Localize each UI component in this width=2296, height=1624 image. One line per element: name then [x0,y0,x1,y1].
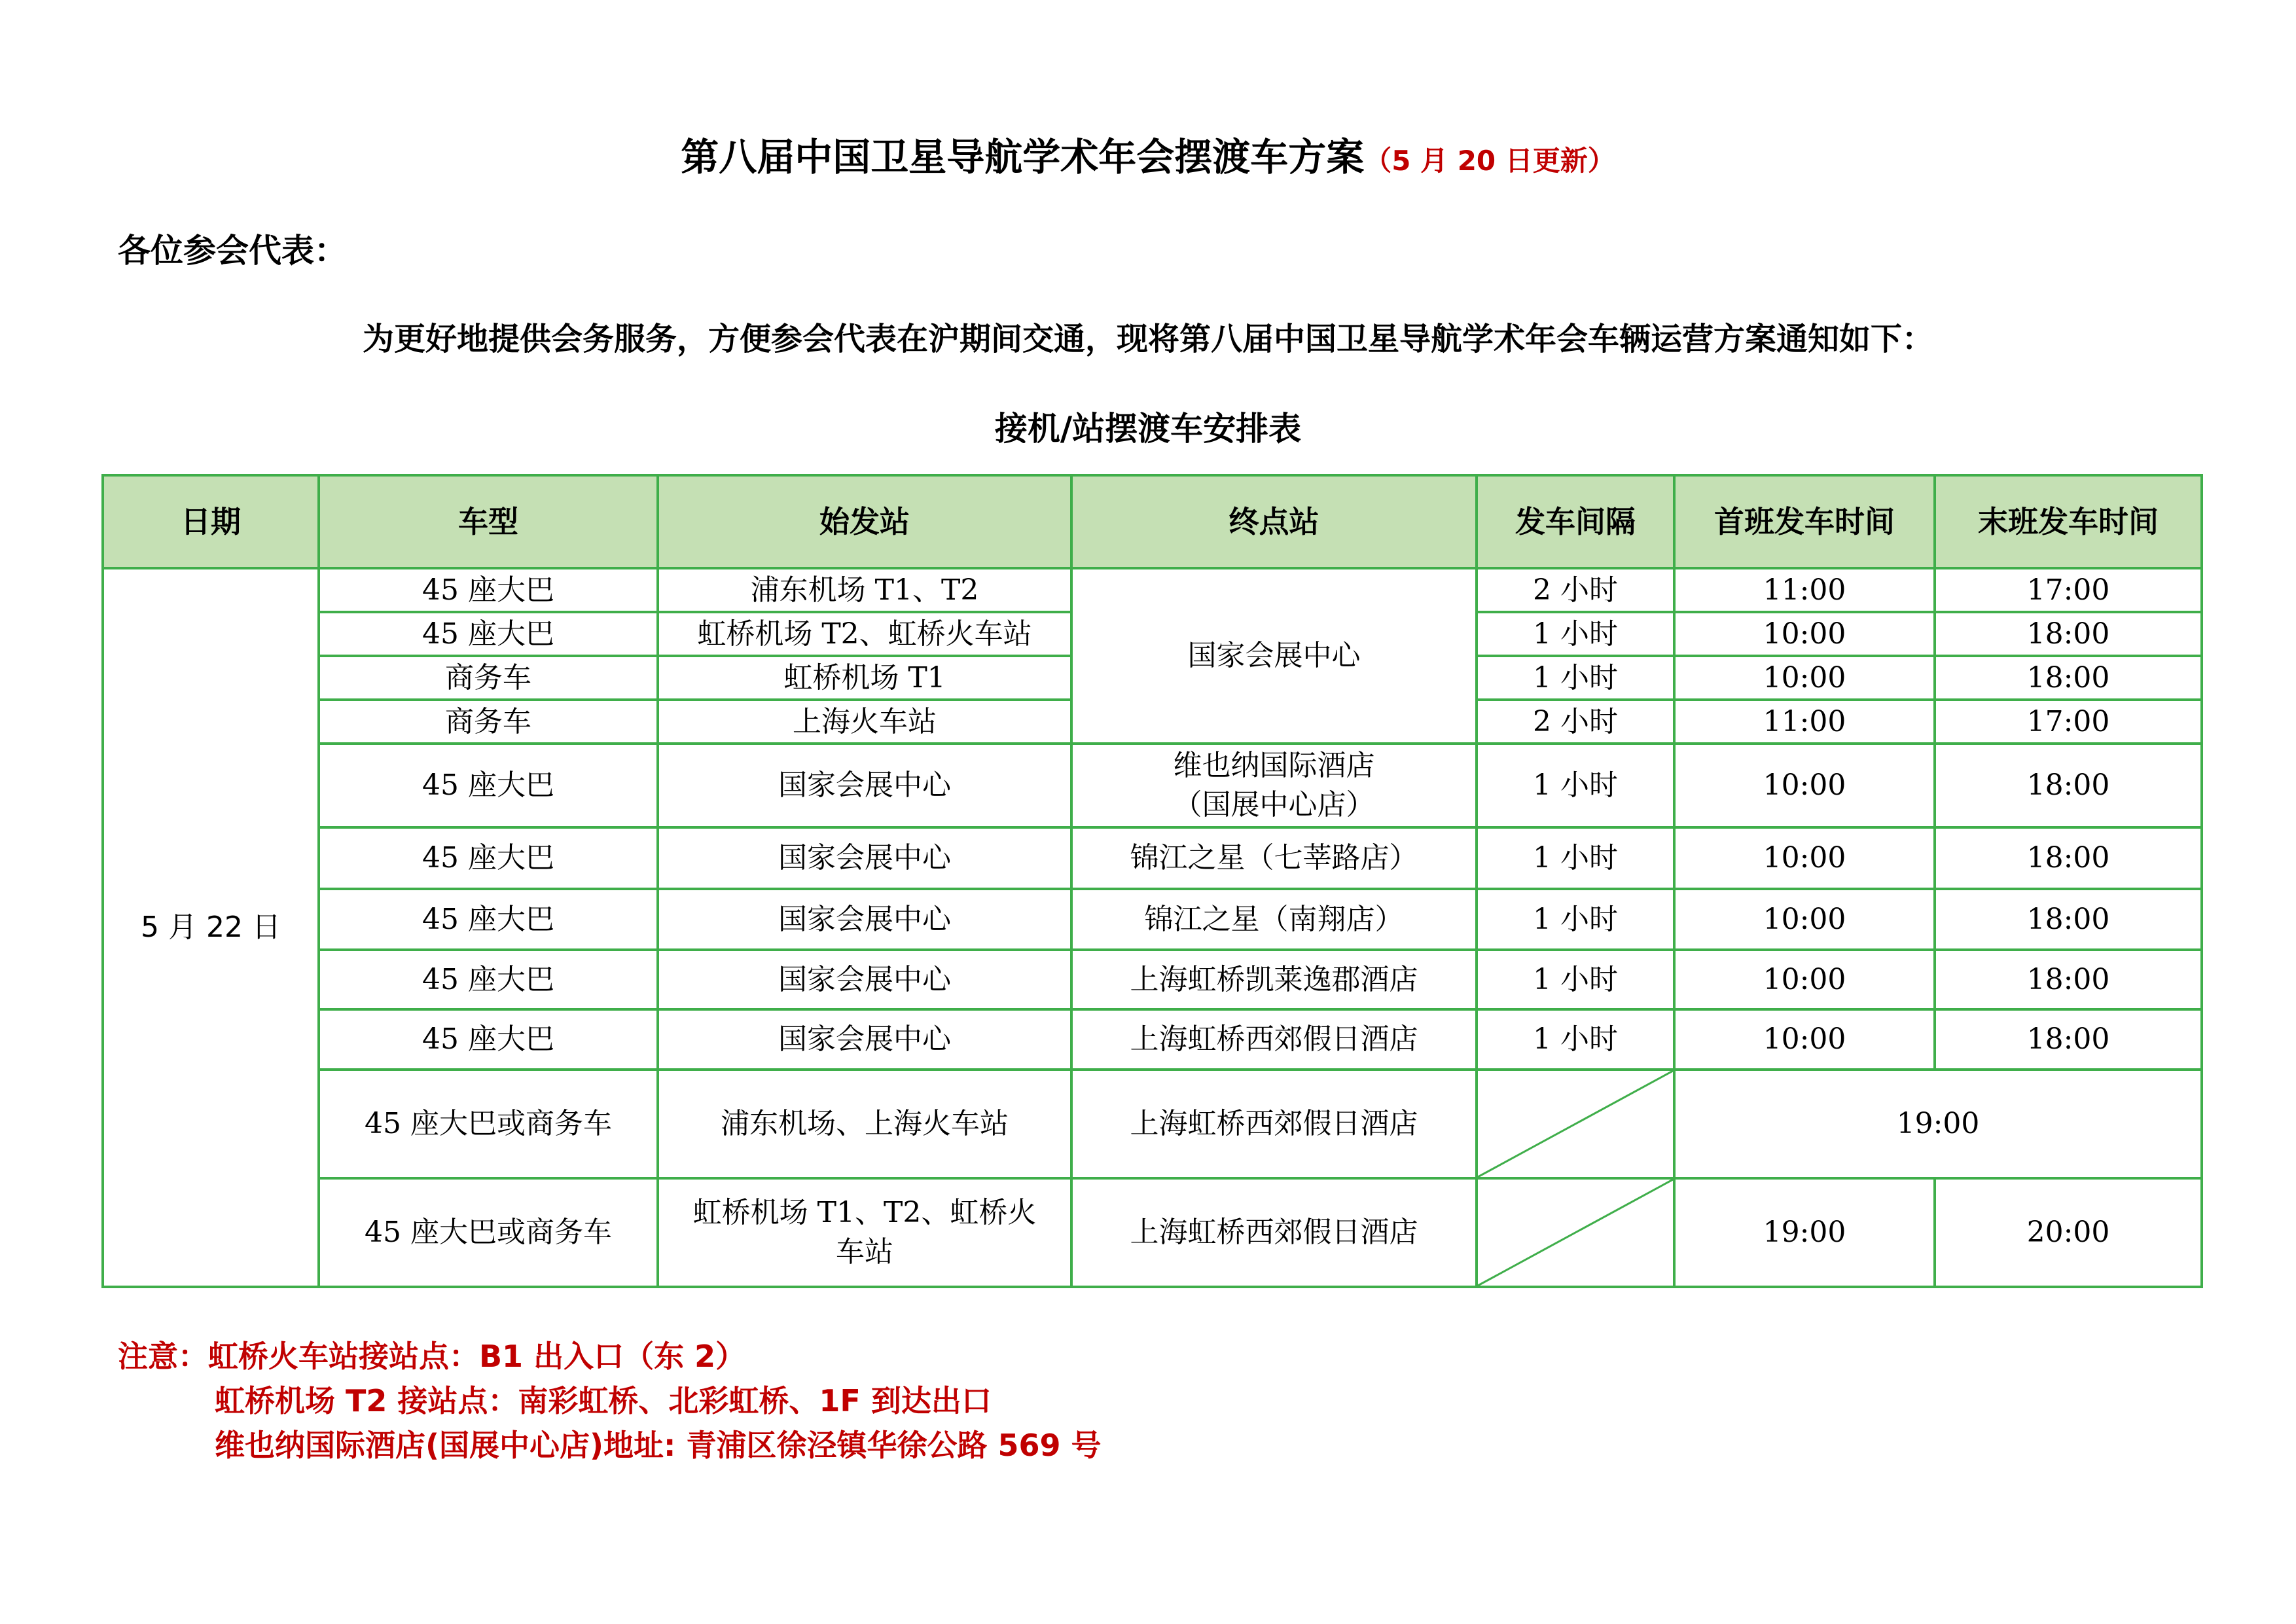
vehicle-cell: 45 座大巴或商务车 [319,1070,658,1178]
diagonal-slash [1478,1071,1673,1177]
first-departure-cell: 10:00 [1674,1009,1935,1070]
interval-cell: 1 小时 [1477,656,1674,700]
notes [118,1334,1102,1468]
table-row [103,889,2202,950]
first-departure-cell: 10:00 [1674,612,1935,656]
last-departure-cell: 18:00 [1935,889,2202,950]
vehicle-cell: 45 座大巴 [319,612,658,656]
interval-cell-empty [1477,1070,1674,1178]
last-departure-cell: 18:00 [1935,950,2202,1009]
table-title: 接机/站摆渡车安排表 [994,410,1302,448]
table-row [103,827,2202,889]
origin-cell: 浦东机场、上海火车站 [658,1070,1071,1178]
destination-cell: 锦江之星（七莘路店） [1071,827,1477,889]
interval-cell: 1 小时 [1477,827,1674,889]
header-date: 日期 [103,475,319,568]
vehicle-cell: 45 座大巴 [319,889,658,950]
diagonal-slash-line [1478,1071,1673,1177]
destination-cell: 国家会展中心 [1071,568,1477,744]
last-departure-cell: 17:00 [1935,700,2202,744]
origin-cell: 国家会展中心 [658,950,1071,1009]
table-row [103,1009,2202,1070]
interval-cell: 1 小时 [1477,1009,1674,1070]
vehicle-cell: 45 座大巴 [319,568,658,612]
last-departure-cell: 18:00 [1935,1009,2202,1070]
origin-cell: 虹桥机场 T1 [658,656,1071,700]
interval-cell: 1 小时 [1477,950,1674,1009]
note-line: 维也纳国际酒店(国展中心店)地址: 青浦区徐泾镇华徐公路 569 号 [215,1428,1102,1463]
interval-cell: 1 小时 [1477,612,1674,656]
last-departure-cell: 18:00 [1935,656,2202,700]
destination-cell: 上海虹桥西郊假日酒店 [1071,1178,1477,1287]
first-departure-cell: 10:00 [1674,950,1935,1009]
interval-cell: 2 小时 [1477,568,1674,612]
interval-cell-empty [1477,1178,1674,1287]
destination-cell: 上海虹桥西郊假日酒店 [1071,1070,1477,1178]
last-departure-cell: 18:00 [1935,827,2202,889]
title-main: 第八届中国卫星导航学术年会摆渡车方案 [681,135,1365,179]
origin-cell: 浦东机场 T1、T2 [658,568,1071,612]
page-title [0,131,2296,187]
destination-cell: 上海虹桥凯莱逸郡酒店 [1071,950,1477,1009]
salutation: 各位参会代表： [118,232,347,270]
origin-cell: 国家会展中心 [658,744,1071,827]
destination-cell: 上海虹桥西郊假日酒店 [1071,1009,1477,1070]
header-origin: 始发站 [658,475,1071,568]
diagonal-slash-line [1478,1180,1673,1286]
departure-time-cell: 19:00 [1674,1070,2202,1178]
title-update-date: （5 月 20 日更新） [1364,145,1615,177]
first-departure-cell: 11:00 [1674,700,1935,744]
origin-line: 车站 [836,1235,893,1269]
intro-paragraph: 为更好地提供会务服务，方便参会代表在沪期间交通，现将第八届中国卫星导航学术年会车辆运营方案通知如下： [362,321,1933,357]
last-departure-cell: 17:00 [1935,568,2202,612]
first-departure-cell: 19:00 [1674,1178,1935,1287]
origin-cell [658,1178,1071,1287]
origin-cell: 国家会展中心 [658,827,1071,889]
vehicle-cell: 商务车 [319,656,658,700]
note-line: 注意：虹桥火车站接站点：B1 出入口（东 2） [118,1339,746,1374]
destination-cell [1071,744,1477,827]
interval-cell: 1 小时 [1477,744,1674,827]
interval-cell: 1 小时 [1477,889,1674,950]
vehicle-cell: 45 座大巴或商务车 [319,1178,658,1287]
vehicle-cell: 45 座大巴 [319,744,658,827]
vehicle-cell: 45 座大巴 [319,1009,658,1070]
diagonal-slash [1478,1180,1673,1286]
origin-cell: 国家会展中心 [658,889,1071,950]
last-departure-cell: 18:00 [1935,612,2202,656]
header-interval: 发车间隔 [1477,475,1674,568]
vehicle-cell: 商务车 [319,700,658,744]
header-first-departure: 首班发车时间 [1674,475,1935,568]
origin-cell: 上海火车站 [658,700,1071,744]
destination-line: （国展中心店） [1173,788,1375,821]
origin-cell: 虹桥机场 T2、虹桥火车站 [658,612,1071,656]
destination-line: 维也纳国际酒店 [1173,749,1375,782]
first-departure-cell: 10:00 [1674,656,1935,700]
schedule-table-wrapper [101,474,2200,1288]
vehicle-cell: 45 座大巴 [319,950,658,1009]
first-departure-cell: 10:00 [1674,889,1935,950]
last-departure-cell: 20:00 [1935,1178,2202,1287]
origin-line: 虹桥机场 T1、T2、虹桥火 [692,1196,1037,1229]
header-last-departure: 末班发车时间 [1935,475,2202,568]
first-departure-cell: 10:00 [1674,744,1935,827]
table-row [103,744,2202,827]
table-row [103,568,2202,612]
interval-cell: 2 小时 [1477,700,1674,744]
destination-cell: 锦江之星（南翔店） [1071,889,1477,950]
header-destination: 终点站 [1071,475,1477,568]
last-departure-cell: 18:00 [1935,744,2202,827]
first-departure-cell: 10:00 [1674,827,1935,889]
header-vehicle: 车型 [319,475,658,568]
schedule-table [101,474,2203,1288]
note-line: 虹桥机场 T2 接站点：南彩虹桥、北彩虹桥、1F 到达出口 [215,1383,992,1418]
vehicle-cell: 45 座大巴 [319,827,658,889]
table-row [103,1070,2202,1178]
origin-cell: 国家会展中心 [658,1009,1071,1070]
table-header-row [103,475,2202,568]
first-departure-cell: 11:00 [1674,568,1935,612]
table-row [103,1178,2202,1287]
date-cell: 5 月 22 日 [103,568,319,1287]
table-row [103,950,2202,1009]
